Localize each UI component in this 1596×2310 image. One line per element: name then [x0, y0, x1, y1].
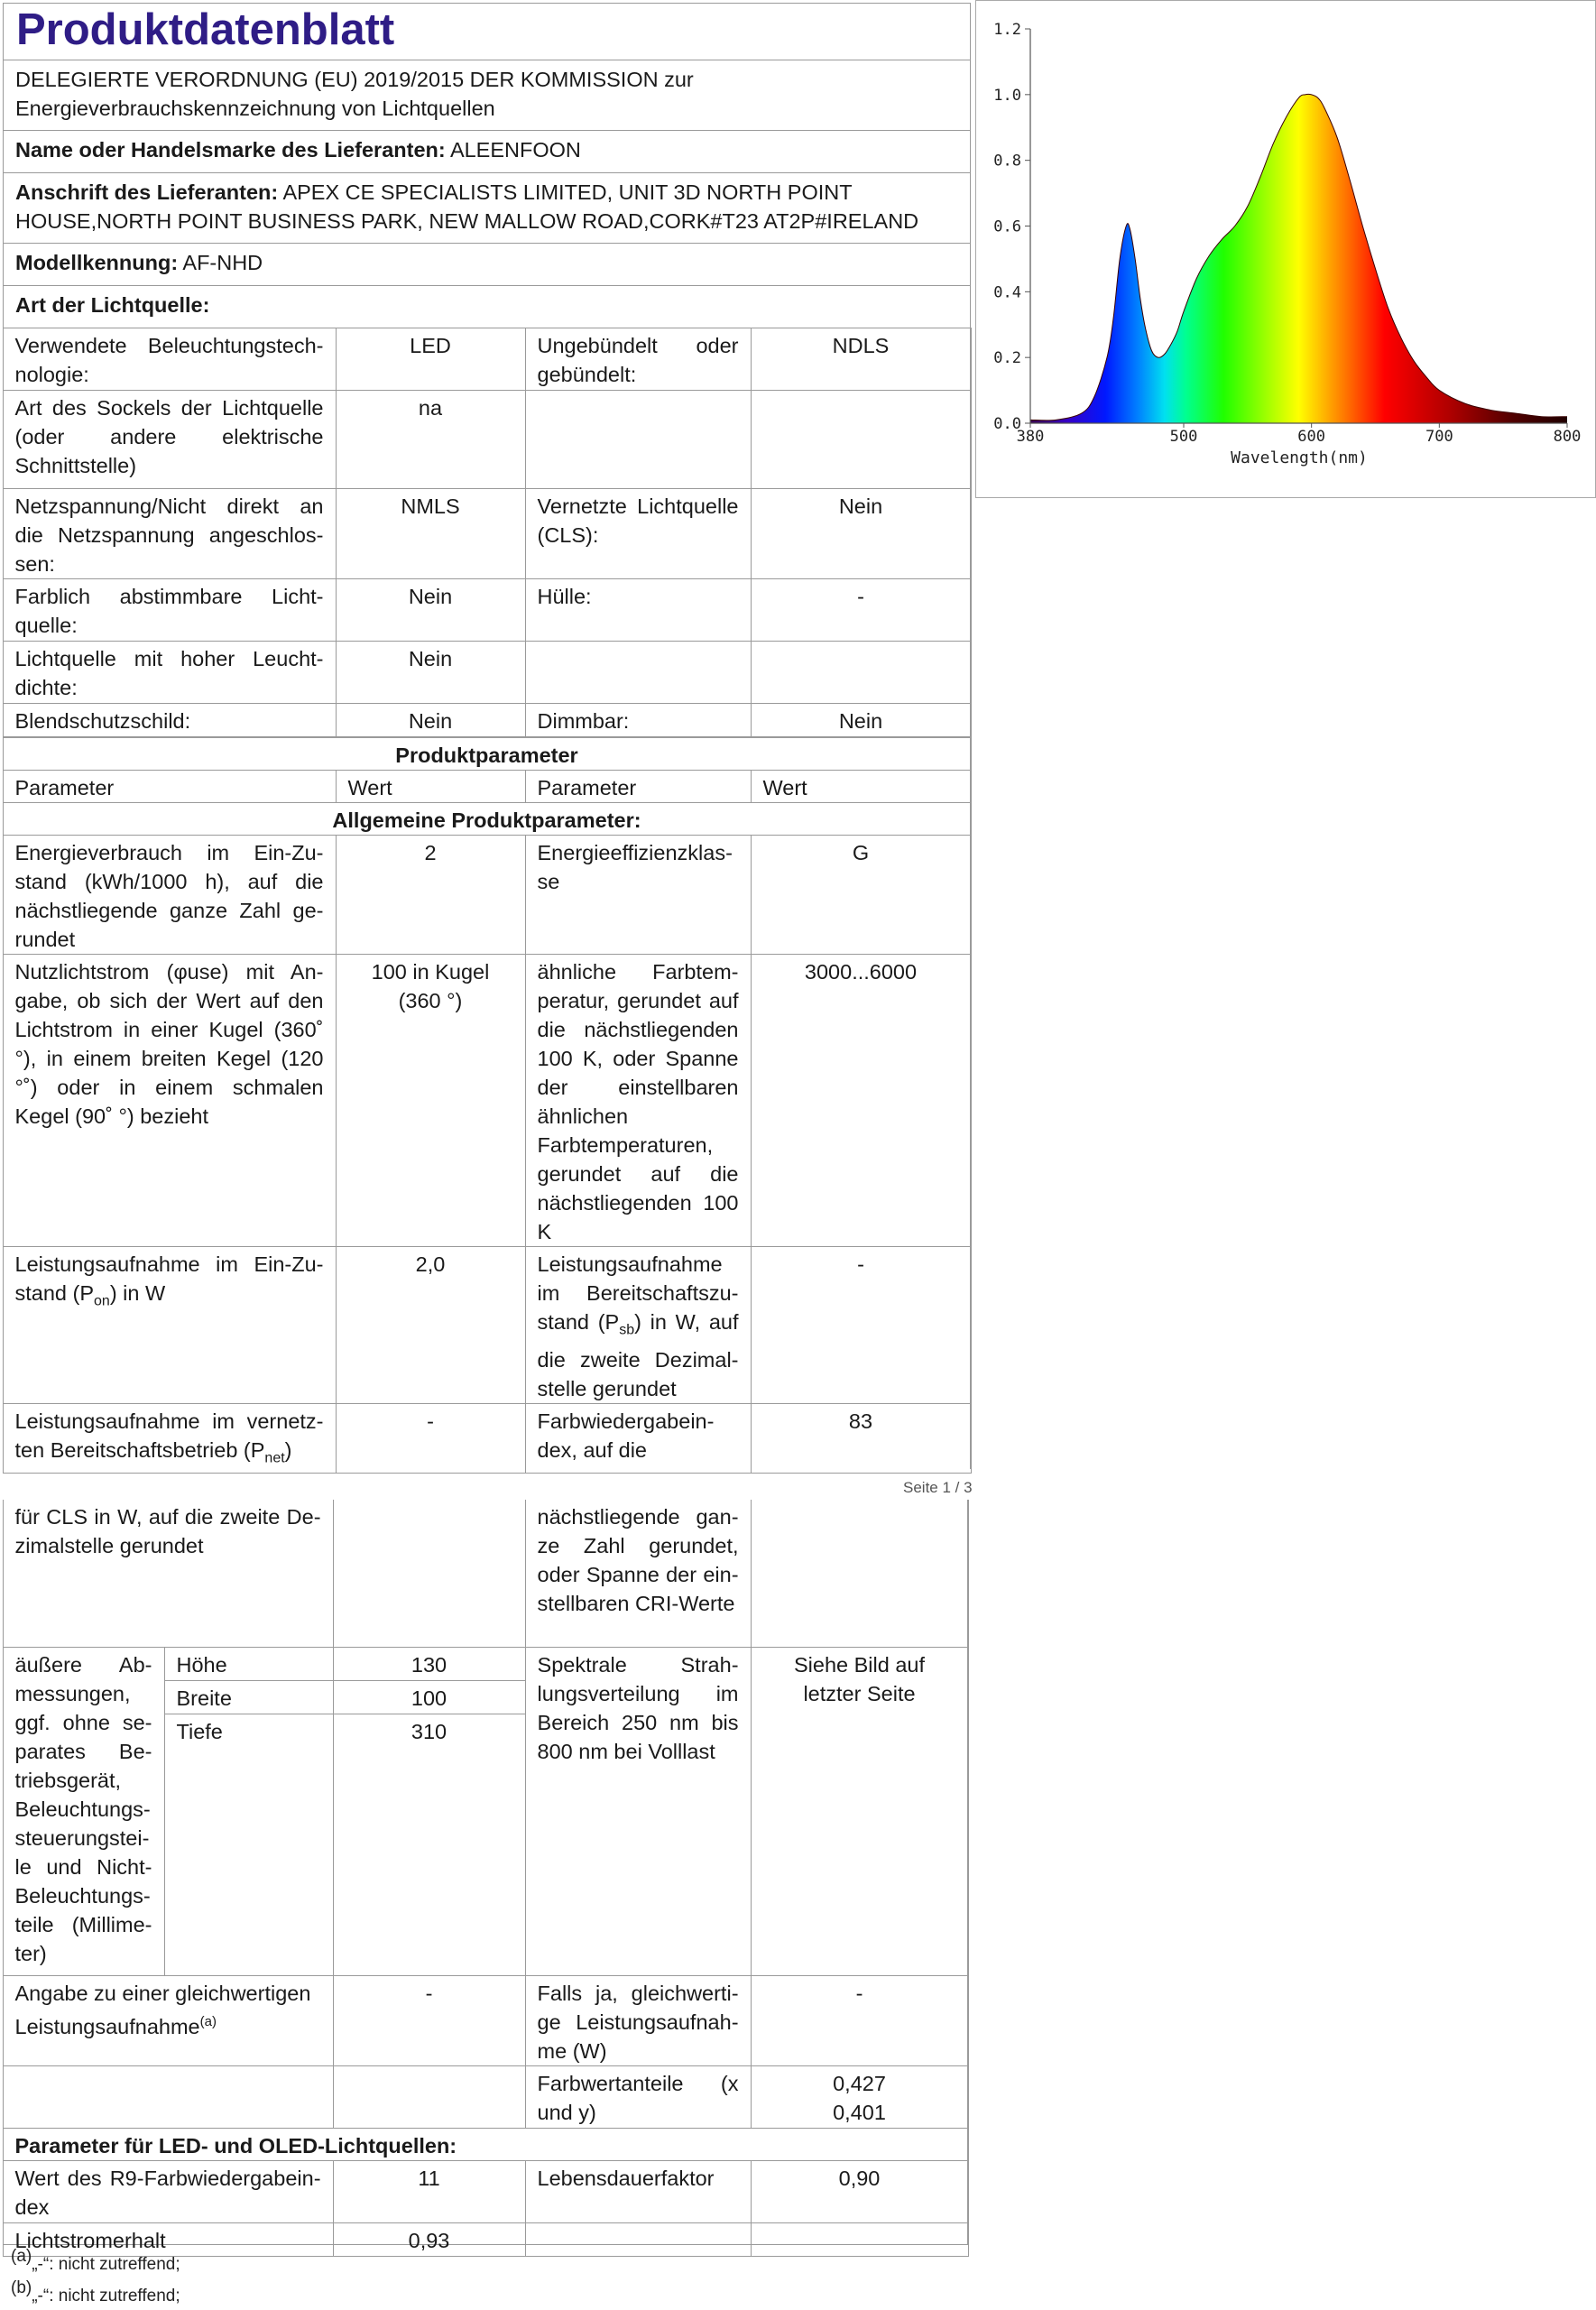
table-row	[3, 1500, 968, 1647]
y-tick-label: 0.0	[993, 415, 1021, 433]
param-value	[751, 2222, 968, 2256]
table-row	[3, 803, 971, 836]
page-title: Produktdatenblatt	[16, 5, 395, 54]
param-label: Energieeffizienzklasse	[525, 836, 751, 955]
model-row	[4, 243, 970, 285]
supplier-address-label: Anschrift des Lieferanten:	[15, 180, 279, 204]
supplier-name-row	[4, 130, 970, 172]
model-label: Modellkennung:	[15, 251, 179, 274]
table-row	[3, 2160, 968, 2222]
param-label: Lichtstromerhalt	[3, 2222, 333, 2256]
supplier-address-row	[4, 172, 970, 243]
param-value: 100 in Kugel (360 °)	[336, 955, 525, 1247]
supplier-address-value: APEX CE SPECIALISTS LIMITED, UNIT 3D NORTH POINT HOUSE,NORTH POINT BUSINESS PARK, NEW MALLOW ROAD,CORK#T23 AT2P#IRELAND	[15, 180, 919, 233]
x-tick-label: 800	[1553, 428, 1582, 446]
x-tick-label: 700	[1425, 428, 1453, 446]
table-row	[3, 579, 971, 642]
table-row	[3, 704, 971, 737]
y-tick-label: 1.0	[993, 86, 1021, 105]
param-value: -	[751, 1247, 971, 1404]
continued-params-table	[3, 1500, 969, 2257]
param-label: Leistungsaufnahme im Bereitschaftszustand $(P_{sb})$ in W, auf die zweite Dezimalstelle gerundet	[525, 1247, 751, 1404]
dim-label: Höhe	[164, 1647, 333, 1680]
param-value	[751, 391, 971, 489]
param-label: Lebensdauerfaktor	[525, 2160, 751, 2222]
param-label: Farbwiedergabeindex, auf die	[525, 1403, 751, 1474]
dim-value: 130	[333, 1647, 525, 1680]
param-value: 0,93	[333, 2222, 525, 2256]
param-label: Farblich abstimmbare Lichtquelle:	[3, 579, 336, 642]
param-value: NDLS	[751, 328, 971, 391]
table-header-row	[3, 771, 971, 803]
x-tick-label: 600	[1297, 428, 1326, 446]
param-value: LED	[336, 328, 525, 391]
param-value: Nein	[336, 579, 525, 642]
supplier-name-label: Name oder Handelsmarke des Lieferanten:	[15, 138, 446, 162]
param-label	[525, 642, 751, 704]
param-label: Angabe zu einer gleichwertigen Leistungsaufnahme$^{(a)}$	[3, 1975, 333, 2065]
param-value: 83	[751, 1403, 971, 1474]
param-label: Wert des R9-Farbwiedergabeindex	[3, 2160, 333, 2222]
table-row	[3, 391, 971, 489]
param-label: äußere Abmessungen, ggf. ohne separates Betriebsgerät, Beleuchtungssteuerungsteile und Nicht-Beleuchtungsteile (Millimeter)	[3, 1647, 164, 1975]
y-tick-label: 0.2	[993, 349, 1021, 368]
spectrum-chart-svg	[976, 1, 1594, 496]
table-row	[3, 642, 971, 704]
column-header: Wert	[751, 771, 971, 803]
product-params-table	[3, 737, 972, 1474]
table-row	[3, 836, 971, 955]
dim-label: Breite	[164, 1680, 333, 1714]
param-value: Nein	[751, 704, 971, 737]
param-value	[751, 2065, 968, 2128]
y-tick-label: 0.8	[993, 152, 1021, 171]
param-label: Hülle:	[525, 579, 751, 642]
param-value: -	[751, 1975, 968, 2065]
param-label: Netzspannung/Nicht direkt an die Netzspannung angeschlossen:	[3, 489, 336, 579]
param-value: -	[333, 1975, 525, 2065]
plot-area	[993, 21, 1581, 446]
param-label	[525, 2222, 751, 2256]
param-value: 3000...6000	[751, 955, 971, 1247]
param-label: Ungebündelt oder gebündelt:	[525, 328, 751, 391]
param-label: Nutzlichtstrom (φuse) mit Angabe, ob sich der Wert auf den Lichtstrom in einer Kugel (360˚ °), in einem breiten Kegel (120 °˚) oder in einem schmalen Kegel (90˚ °) bezieht	[3, 955, 336, 1247]
datasheet-page-1	[3, 3, 971, 1469]
param-label: Falls ja, gleichwertige Leistungsaufnahme (W)	[525, 1975, 751, 2065]
param-label: Energieverbrauch im Ein-Zustand (kWh/1000 h), auf die nächstliegende ganze Zahl gerundet	[3, 836, 336, 955]
y-tick-label: 1.2	[993, 21, 1021, 39]
param-label: nächstliegende ganze Zahl gerundet, oder Spanne der einstellbaren CRI-Werte	[525, 1500, 751, 1647]
table-row	[3, 2128, 968, 2160]
param-label: Dimmbar:	[525, 704, 751, 737]
table-row	[3, 328, 971, 391]
x-tick-label: 380	[1016, 428, 1045, 446]
param-label: Leistungsaufnahme im Ein-Zustand $(P_{on})$ in W	[3, 1247, 336, 1404]
param-value: NMLS	[336, 489, 525, 579]
param-value	[751, 1500, 968, 1647]
table-row	[3, 1647, 968, 1680]
param-value: 2,0	[336, 1247, 525, 1404]
regulation-text: DELEGIERTE VERORDNUNG (EU) 2019/2015 DER KOMMISSION zur Energieverbrauchskennzeichnung von Lichtquellen	[4, 60, 970, 130]
param-value	[751, 642, 971, 704]
param-label: Lichtquelle mit hoher Leuchtdichte:	[3, 642, 336, 704]
table-row	[3, 1403, 971, 1474]
column-header: Parameter	[3, 771, 336, 803]
param-label: Leistungsaufnahme im vernetzten Bereitschaftsbetrieb $(P_{net})$	[3, 1403, 336, 1474]
spectrum-chart	[975, 0, 1596, 498]
param-label: für CLS in W, auf die zweite Dezimalstelle gerundet	[3, 1500, 333, 1647]
param-label: Verwendete Beleuchtungstechnologie:	[3, 328, 336, 391]
table-row	[3, 1247, 971, 1404]
param-value: 0,90	[751, 2160, 968, 2222]
page-indicator: Seite 1 / 3	[903, 1479, 973, 1496]
table-row	[3, 1975, 968, 2065]
param-label: Vernetzte Lichtquelle (CLS):	[525, 489, 751, 579]
param-label: ähnliche Farbtemperatur, gerundet auf die nächstliegenden 100 K, oder Spanne der einstellbaren ähnlichen Farbtemperaturen, gerundet auf die nächstliegenden 100 K	[525, 955, 751, 1247]
x-axis-label: Wavelength(nm)	[1231, 448, 1368, 467]
spectrum-area	[1030, 94, 1567, 423]
param-label: Blendschutzschild:	[3, 704, 336, 737]
footnote-b: $^{(b)}$„-“: nicht zutreffend;	[11, 2278, 180, 2305]
dim-label: Tiefe	[164, 1714, 333, 1975]
light-source-heading: Art der Lichtquelle:	[4, 285, 970, 328]
y-tick-label: 0.6	[993, 217, 1021, 236]
chroma-x-value: 0,427	[833, 2071, 886, 2095]
general-params-heading: Allgemeine Produktparameter:	[3, 803, 971, 836]
param-label	[525, 391, 751, 489]
supplier-name-value: ALEENFOON	[449, 138, 581, 162]
table-row	[3, 2065, 968, 2128]
param-label	[3, 2065, 333, 2128]
table-row	[3, 489, 971, 579]
product-params-heading: Produktparameter	[3, 738, 971, 771]
param-value	[333, 2065, 525, 2128]
light-source-table	[3, 328, 972, 737]
table-row	[3, 738, 971, 771]
datasheet-page-2	[3, 1500, 968, 2252]
x-tick-label: 500	[1169, 428, 1198, 446]
led-params-heading: Parameter für LED- und OLED-Lichtquellen:	[3, 2128, 968, 2160]
param-value: Nein	[336, 642, 525, 704]
param-value: -	[751, 579, 971, 642]
dim-value: 310	[333, 1714, 525, 1975]
dim-value: 100	[333, 1680, 525, 1714]
param-value: Nein	[751, 489, 971, 579]
param-label: Art des Sockels der Lichtquelle (oder andere elektrische Schnittstelle)	[3, 391, 336, 489]
y-tick-label: 0.4	[993, 283, 1021, 302]
param-value: Nein	[336, 704, 525, 737]
param-value: 2	[336, 836, 525, 955]
param-value: G	[751, 836, 971, 955]
model-value: AF-NHD	[182, 251, 263, 274]
param-value	[333, 1500, 525, 1647]
param-label: Spektrale Strahlungsverteilung im Bereich 250 nm bis 800 nm bei Volllast	[525, 1647, 751, 1975]
footnote-a: $^{(a)}$„-“: nicht zutreffend;	[11, 2247, 180, 2274]
chroma-y-value: 0,401	[833, 2100, 886, 2124]
table-row	[3, 955, 971, 1247]
param-value: Siehe Bild auf letzter Seite	[751, 1647, 968, 1975]
column-header: Wert	[336, 771, 525, 803]
param-value: 11	[333, 2160, 525, 2222]
column-header: Parameter	[525, 771, 751, 803]
param-label: Farbwertanteile (x und y)	[525, 2065, 751, 2128]
param-value: na	[336, 391, 525, 489]
param-value: -	[336, 1403, 525, 1474]
